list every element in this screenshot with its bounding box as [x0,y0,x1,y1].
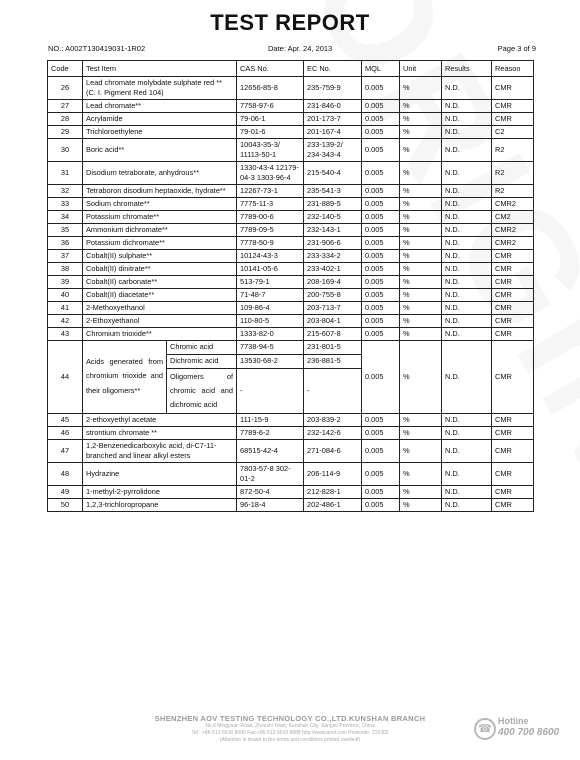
cell-cas: 71-48-7 [237,288,304,301]
cell-result: N.D. [442,262,492,275]
cell-unit: % [400,288,442,301]
cell-ec: 231-906-6 [304,236,362,249]
cell-code: 33 [48,197,83,210]
cell-reason: CMR [492,275,534,288]
cell-mql: 0.005 [362,197,400,210]
cell-cas: 79-06-1 [237,112,304,125]
cell-mql: 0.005 [362,498,400,511]
cell-code: 49 [48,485,83,498]
cell-reason: CMR [492,77,534,100]
col-header-results: Results [442,61,492,77]
table-row [48,288,534,301]
cell-cas: 7789-6-2 [237,426,304,439]
cell-result: N.D. [442,462,492,485]
cell-unit: % [400,236,442,249]
cell-test-item: 2-Ethoxyethanol [83,314,237,327]
cell-result: N.D. [442,112,492,125]
cell-unit: % [400,223,442,236]
cell-unit: % [400,210,442,223]
cell-ec: 232-142-6 [304,426,362,439]
cell-ec: 233-402-1 [304,262,362,275]
cell-ec: 201-173-7 [304,112,362,125]
col-header-code: Code [48,61,83,77]
table-row [48,249,534,262]
table-row [48,327,534,340]
cell-result: N.D. [442,288,492,301]
cell-result: N.D. [442,161,492,184]
cell-result: N.D. [442,498,492,511]
cell-ec: - [304,368,362,413]
substance-table [47,60,534,512]
cell-reason: CMR [492,288,534,301]
cell-result: N.D. [442,314,492,327]
cell-cas: 1333-82-0 [237,327,304,340]
hotline [474,716,574,742]
cell-mql: 0.005 [362,99,400,112]
cell-unit: % [400,125,442,138]
cell-ec: 215-607-8 [304,327,362,340]
cell-ec: 203-713-7 [304,301,362,314]
cell-result: N.D. [442,426,492,439]
cell-unit: % [400,99,442,112]
table-row [48,314,534,327]
cell-reason: CMR [492,413,534,426]
cell-mql: 0.005 [362,275,400,288]
cell-reason: R2 [492,184,534,197]
cell-test-item: 1,2,3-trichloropropane [83,498,237,511]
cell-code: 34 [48,210,83,223]
cell-unit: % [400,138,442,161]
cell-mql: 0.005 [362,125,400,138]
cell-result: N.D. [442,439,492,462]
cell-ec: 231-846-0 [304,99,362,112]
cell-cas: 10141-05-6 [237,262,304,275]
cell-code: 36 [48,236,83,249]
cell-ec: 233-334-2 [304,249,362,262]
page-indicator: Page 3 of 9 [497,44,536,53]
cell-reason: CMR [492,340,534,413]
col-header-test-item: Test Item [83,61,237,77]
cell-code: 44 [48,340,83,413]
cell-mql: 0.005 [362,462,400,485]
cell-mql: 0.005 [362,161,400,184]
cell-ec: 208-169-4 [304,275,362,288]
cell-unit: % [400,262,442,275]
cell-result: N.D. [442,125,492,138]
cell-result: N.D. [442,236,492,249]
cell-ec: 232-140-5 [304,210,362,223]
cell-test-item: Potassium dichromate** [83,236,237,249]
cell-unit: % [400,184,442,197]
cell-reason: CMR [492,99,534,112]
footer-notice: (Attention is drawn to the terms and conditions printed overleaf) [219,736,361,743]
cell-sub-item: Chromic acid [167,340,237,354]
table-row [48,236,534,249]
cell-test-item: Boric acid** [83,138,237,161]
phone-icon: ☎ [474,718,496,740]
cell-reason: CMR [492,439,534,462]
cell-unit: % [400,485,442,498]
cell-result: N.D. [442,210,492,223]
cell-mql: 0.005 [362,340,400,413]
cell-cas: 872-50-4 [237,485,304,498]
cell-ec: 203-839-2 [304,413,362,426]
col-header-mql: MQL [362,61,400,77]
cell-reason: CMR2 [492,223,534,236]
cell-mql: 0.005 [362,236,400,249]
cell-ec: 200-755-8 [304,288,362,301]
cell-code: 32 [48,184,83,197]
cell-result: N.D. [442,340,492,413]
table-row [48,112,534,125]
cell-cas: 7738-94-5 [237,340,304,354]
cell-test-item: strontium chromate ** [83,426,237,439]
cell-cas: 7758-97-6 [237,99,304,112]
hotline-number: 400 700 8600 [498,727,560,738]
cell-result: N.D. [442,275,492,288]
cell-test-item: Trichloroethylene [83,125,237,138]
cell-code: 42 [48,314,83,327]
cell-result: N.D. [442,184,492,197]
cell-reason: CMR [492,249,534,262]
cell-test-item: 2-ethoxyethyl acetate [83,413,237,426]
cell-test-item: Hydrazine [83,462,237,485]
cell-reason: CMR [492,426,534,439]
cell-unit: % [400,426,442,439]
cell-mql: 0.005 [362,426,400,439]
cell-unit: % [400,197,442,210]
cell-mql: 0.005 [362,112,400,125]
cell-test-item: Chromium trioxide** [83,327,237,340]
cell-cas: 7789-09-5 [237,223,304,236]
cell-sub-item: Dichromic acid [167,354,237,368]
cell-unit: % [400,498,442,511]
cell-unit: % [400,340,442,413]
cell-result: N.D. [442,485,492,498]
cell-cas: 513-79-1 [237,275,304,288]
cell-test-item: Acrylamide [83,112,237,125]
cell-mql: 0.005 [362,249,400,262]
report-title: TEST REPORT [210,10,370,35]
cell-code: 46 [48,426,83,439]
cell-result: N.D. [442,327,492,340]
cell-mql: 0.005 [362,413,400,426]
cell-ec: 233-139-2/ 234-343-4 [304,138,362,161]
hotline-label: Hotline [498,716,529,726]
cell-test-item: 1,2-Benzenedicarboxylic acid, di-C7-11-branched and linear alkyl esters [83,439,237,462]
cell-mql: 0.005 [362,485,400,498]
cell-result: N.D. [442,223,492,236]
cell-test-item: Cobalt(II) diacetate** [83,288,237,301]
cell-unit: % [400,275,442,288]
cell-code: 35 [48,223,83,236]
cell-test-item: Lead chromate molybdate sulphate red ** (C. I. Pigment Red 104) [83,77,237,100]
table-header-row [48,61,534,77]
cell-code: 45 [48,413,83,426]
cell-cas: 13530-68-2 [237,354,304,368]
cell-mql: 0.005 [362,223,400,236]
cell-code: 28 [48,112,83,125]
col-header-unit: Unit [400,61,442,77]
table-row [48,184,534,197]
cell-ec: 231-801-5 [304,340,362,354]
cell-cas: - [237,368,304,413]
cell-unit: % [400,327,442,340]
cell-code: 39 [48,275,83,288]
cell-cas: 1330-43-4 12179-04-3 1303-96-4 [237,161,304,184]
cell-reason: CMR [492,327,534,340]
table-row [48,498,534,511]
cell-cas: 10043-35-3/ 11113-50-1 [237,138,304,161]
table-row [48,413,534,426]
cell-test-item: Tetraboron disodium heptaoxide, hydrate** [83,184,237,197]
cell-mql: 0.005 [362,138,400,161]
cell-ec: 232-143-1 [304,223,362,236]
cell-cas: 7789-00-6 [237,210,304,223]
cell-code: 31 [48,161,83,184]
cell-unit: % [400,314,442,327]
cell-mql: 0.005 [362,262,400,275]
cell-test-item: 1-methyl-2-pyrrolidone [83,485,237,498]
cell-cas: 7775-11-3 [237,197,304,210]
cell-test-item: Cobalt(II) carbonate** [83,275,237,288]
cell-test-item: Cobalt(II) dinitrate** [83,262,237,275]
cell-test-item: 2-Methoxyethanol [83,301,237,314]
cell-cas: 110-80-5 [237,314,304,327]
footer-address: No.6 Mingyuan Road, Zhoushi Town, Kunshan City, Jiangsu Province, China [205,723,375,729]
cell-ec: 215-540-4 [304,161,362,184]
cell-code: 38 [48,262,83,275]
cell-result: N.D. [442,99,492,112]
cell-reason: CMR [492,262,534,275]
cell-reason: C2 [492,125,534,138]
table-row [48,210,534,223]
table-row [48,77,534,100]
col-header-cas: CAS No. [237,61,304,77]
cell-result: N.D. [442,301,492,314]
table-row [48,485,534,498]
cell-ec: 202-486-1 [304,498,362,511]
table-row [48,275,534,288]
cell-test-item: Ammonium dichromate** [83,223,237,236]
cell-test-item: Disodium tetraborate, anhydrous** [83,161,237,184]
cell-code: 43 [48,327,83,340]
cell-reason: CMR [492,314,534,327]
cell-ec: 201-167-4 [304,125,362,138]
cell-reason: R2 [492,161,534,184]
col-header-reason: Reason [492,61,534,77]
report-date: Date: Apr. 24, 2013 [268,44,333,53]
cell-unit: % [400,77,442,100]
cell-test-item: Acids generated from chromium trioxide and their oligomers** [83,340,167,413]
cell-mql: 0.005 [362,210,400,223]
cell-cas: 111-15-9 [237,413,304,426]
cell-mql: 0.005 [362,327,400,340]
table-row [48,99,534,112]
row-44-group [48,340,534,413]
cell-reason: CMR [492,462,534,485]
cell-mql: 0.005 [362,184,400,197]
cell-test-item: Potassium chromate** [83,210,237,223]
table-row [48,138,534,161]
table-row [48,462,534,485]
table-row [48,161,534,184]
table-row [48,125,534,138]
cell-result: N.D. [442,413,492,426]
cell-reason: CMR2 [492,197,534,210]
cell-cas: 68515-42-4 [237,439,304,462]
report-number: NO.: A002T130419031-1R02 [48,44,146,53]
footer-company: SHENZHEN AOV TESTING TECHNOLOGY CO.,LTD.KUNSHAN BRANCH [154,714,426,723]
cell-code: 40 [48,288,83,301]
cell-sub-item: Oligomers of chromic acid and dichromic acid [167,368,237,413]
cell-ec: 231-889-5 [304,197,362,210]
cell-unit: % [400,462,442,485]
cell-ec: 236-881-5 [304,354,362,368]
table-row [48,223,534,236]
cell-code: 41 [48,301,83,314]
cell-unit: % [400,301,442,314]
table-row [48,262,534,275]
table-row [48,439,534,462]
cell-code: 50 [48,498,83,511]
cell-result: N.D. [442,249,492,262]
footer-contact: Tel : +86-512-5510 8000 Fax:+86-512-5510 8888 http://www.aovt.com Postcode: 215300 [191,729,389,736]
cell-mql: 0.005 [362,439,400,462]
cell-mql: 0.005 [362,314,400,327]
table-row [48,197,534,210]
cell-unit: % [400,161,442,184]
table-row [48,426,534,439]
cell-cas: 7803-57-8 302-01-2 [237,462,304,485]
cell-unit: % [400,249,442,262]
cell-mql: 0.005 [362,288,400,301]
cell-test-item: Sodium chromate** [83,197,237,210]
cell-cas: 7778-50-9 [237,236,304,249]
cell-ec: 235-541-3 [304,184,362,197]
cell-mql: 0.005 [362,77,400,100]
cell-code: 37 [48,249,83,262]
cell-ec: 235-759-9 [304,77,362,100]
cell-cas: 12656-85-8 [237,77,304,100]
cell-ec: 206-114-9 [304,462,362,485]
cell-test-item: Lead chromate** [83,99,237,112]
cell-reason: R2 [492,138,534,161]
cell-cas: 96-18-4 [237,498,304,511]
cell-test-item: Cobalt(II) sulphate** [83,249,237,262]
cell-cas: 109-86-4 [237,301,304,314]
cell-mql: 0.005 [362,301,400,314]
cell-reason: CMR [492,301,534,314]
cell-code: 30 [48,138,83,161]
cell-reason: CM2 [492,210,534,223]
cell-ec: 212-828-1 [304,485,362,498]
cell-cas: 10124-43-3 [237,249,304,262]
cell-code: 27 [48,99,83,112]
col-header-ec: EC No. [304,61,362,77]
cell-unit: % [400,413,442,426]
cell-code: 48 [48,462,83,485]
cell-reason: CMR [492,485,534,498]
table-row [48,340,534,354]
cell-code: 47 [48,439,83,462]
cell-reason: CMR [492,498,534,511]
cell-result: N.D. [442,77,492,100]
cell-cas: 79-01-6 [237,125,304,138]
cell-cas: 12267-73-1 [237,184,304,197]
cell-unit: % [400,112,442,125]
table-row [48,301,534,314]
cell-reason: CMR [492,112,534,125]
cell-code: 26 [48,77,83,100]
cell-result: N.D. [442,138,492,161]
cell-ec: 271-084-6 [304,439,362,462]
cell-code: 29 [48,125,83,138]
cell-ec: 203-804-1 [304,314,362,327]
cell-reason: CMR2 [492,236,534,249]
cell-unit: % [400,439,442,462]
cell-result: N.D. [442,197,492,210]
